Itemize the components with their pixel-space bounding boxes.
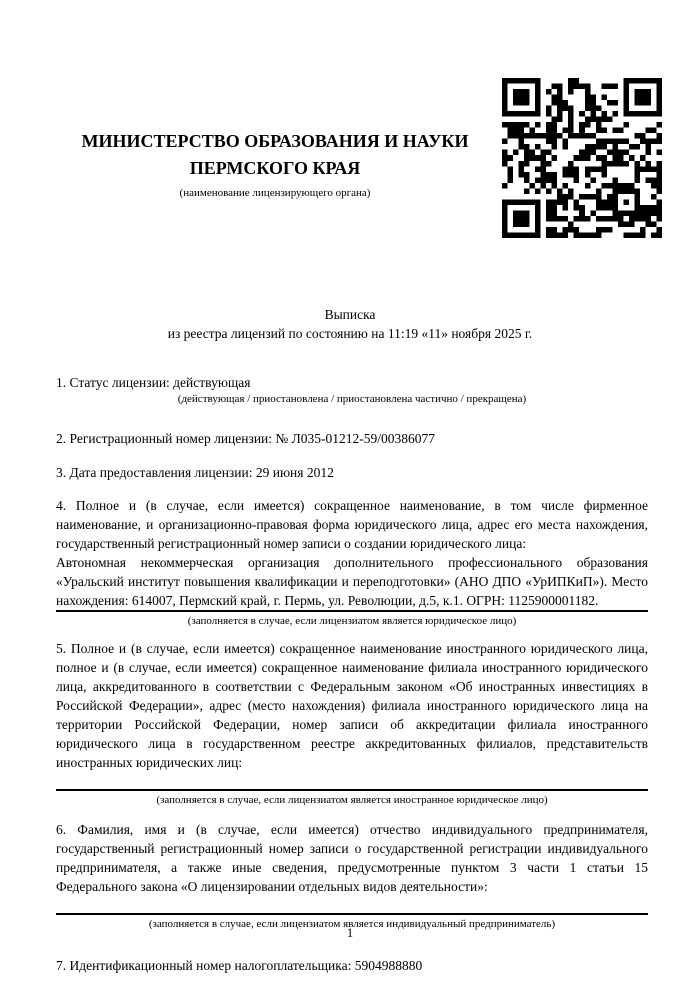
individual-entrepreneur-description: 6. Фамилия, имя и (в случае, если имеется) отчество индивидуального предпринимателя, государственный регистрационный номер записи о государственной регистрации индивидуального предпринимателя, а также иные сведения, предусмотренные пунктом 3 части 1 статьи 15 Федерального закона «О лицензировании отдельных видов деятельности»: <box>56 822 648 894</box>
ministry-name-line2: ПЕРМСКОГО КРАЯ <box>189 158 361 178</box>
item-individual-entrepreneur <box>56 820 648 932</box>
page-number: 1 <box>346 926 354 940</box>
license-date-value: 3. Дата предоставления лицензии: 29 июня 2012 <box>56 465 334 480</box>
item-legal-entity <box>56 496 648 629</box>
item-registration-number <box>56 429 648 448</box>
licensing-authority-caption: (наименование лицензирующего органа) <box>179 187 371 199</box>
individual-entrepreneur-hint: (заполняется в случае, если лицензиатом является индивидуальный предприниматель) <box>148 918 556 930</box>
foreign-entity-hint: (заполняется в случае, если лицензиатом является иностранное юридическое лицо) <box>156 794 548 806</box>
ministry-name-line1: МИНИСТЕРСТВО ОБРАЗОВАНИЯ И НАУКИ <box>81 131 469 151</box>
legal-entity-hint: (заполняется в случае, если лицензиатом является юридическое лицо) <box>187 615 517 627</box>
foreign-entity-description: 5. Полное и (в случае, если имеется) сокращенное наименование иностранного юридического лица, полное и (в случае, если имеется) сокращенное наименование филиала иностранного юридического лица, аккредитованного в соответствии с Федеральным законом «Об иностранных инвестициях в Российской Федерации», адрес (место нахождения) филиала иностранного юридического лица на территории Российской Федерации, номер записи об аккредитации филиала иностранного юридического лица в государственном реестре аккредитованных филиалов, представительств иностранных юридических лиц: <box>56 641 648 770</box>
individual-entrepreneur-blank-answer <box>56 896 648 913</box>
qr-code-icon <box>502 78 662 238</box>
document-header <box>0 0 700 245</box>
fill-in-rule <box>56 913 648 915</box>
document-title-line1: Выписка <box>324 307 376 322</box>
fill-in-rule <box>56 789 648 791</box>
document-title <box>0 305 700 343</box>
item-license-status <box>56 373 648 407</box>
license-status-hint: (действующая / приостановлена / приостановлена частично / прекращена) <box>177 393 527 405</box>
fill-in-rule <box>56 610 648 612</box>
licensing-authority-block <box>40 128 510 200</box>
document-body <box>0 373 700 975</box>
foreign-entity-blank-answer <box>56 772 648 789</box>
item-license-date <box>56 463 648 482</box>
license-status-value: 1. Статус лицензии: действующая <box>56 375 251 390</box>
item-foreign-entity <box>56 639 648 808</box>
document-title-line2: из реестра лицензий по состоянию на 11:19 «11» ноября 2025 г. <box>167 326 533 341</box>
taxpayer-number-value: 7. Идентификационный номер налогоплательщика: 5904988880 <box>56 958 423 973</box>
item-taxpayer-number <box>56 956 648 975</box>
legal-entity-answer: Автономная некоммерческая организация дополнительного профессионального образования «Уральский институт повышения квалификации и переподготовки» (АНО ДПО «УрИПКиП»). Место нахождения: 614007, Пермский край, г. Пермь, ул. Революции, д.5, к.1. ОГРН: 1125900001182. <box>56 555 648 608</box>
registration-number-value: 2. Регистрационный номер лицензии: № Л035-01212-59/00386077 <box>56 431 436 446</box>
legal-entity-description: 4. Полное и (в случае, если имеется) сокращенное наименование, в том числе фирменное наименование, и организационно-правовая форма юридического лица, адрес его места нахождения, государственный регистрационный номер записи о создании юридического лица: <box>56 498 648 551</box>
